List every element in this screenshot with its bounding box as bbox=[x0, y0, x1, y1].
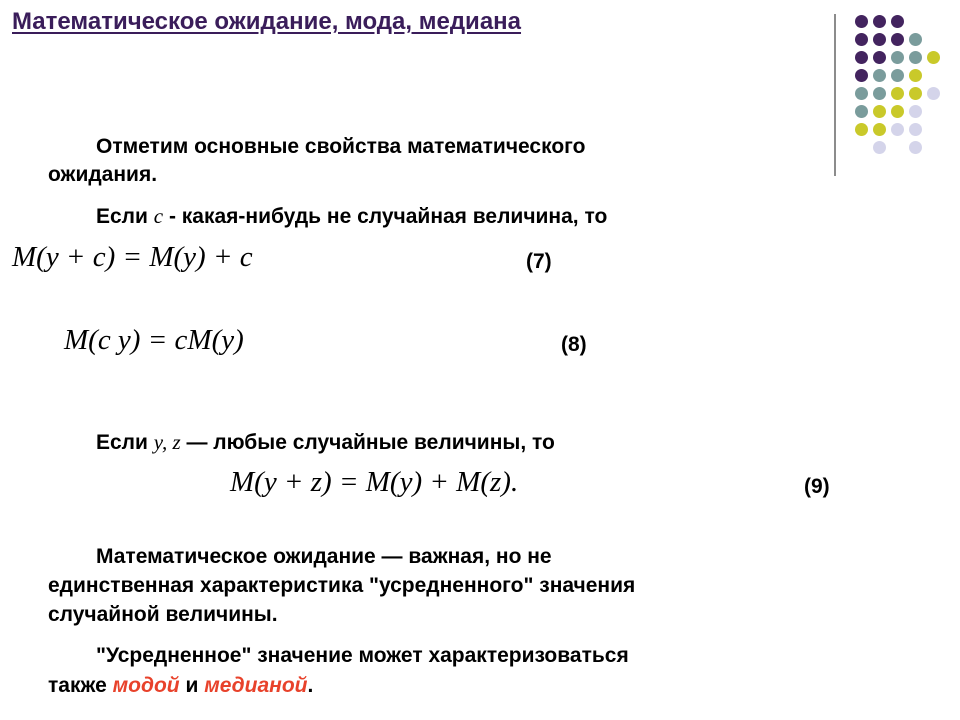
paragraph-line: Отметим основные свойства математического bbox=[96, 135, 586, 158]
paragraph-expectation-note-cont bbox=[48, 573, 635, 598]
decor-dot bbox=[891, 51, 904, 64]
decor-dot bbox=[909, 87, 922, 100]
text-segment: Если bbox=[96, 205, 154, 228]
decor-dot bbox=[891, 15, 904, 28]
decor-dot bbox=[891, 105, 904, 118]
text-segment: — любые случайные величины, то bbox=[180, 431, 555, 454]
decor-dot bbox=[909, 123, 922, 136]
decor-dot bbox=[855, 123, 868, 136]
decor-dot bbox=[873, 141, 886, 154]
text-segment: - какая-нибудь не случайная величина, то bbox=[163, 205, 608, 228]
decor-dot bbox=[873, 69, 886, 82]
decor-dot bbox=[891, 33, 904, 46]
decor-dot bbox=[873, 33, 886, 46]
decor-dot bbox=[891, 123, 904, 136]
equation-number-9: (9) bbox=[804, 475, 830, 498]
paragraph-line: единственная характеристика "усредненного" значения bbox=[48, 574, 636, 597]
decor-dot bbox=[909, 33, 922, 46]
term-median: медианой bbox=[204, 674, 308, 697]
term-mode: модой bbox=[112, 674, 180, 697]
decor-dot bbox=[909, 69, 922, 82]
decor-dot bbox=[873, 15, 886, 28]
decor-dot bbox=[909, 51, 922, 64]
paragraph-line: Математическое ожидание — важная, но не bbox=[96, 545, 552, 568]
decor-dot bbox=[855, 105, 868, 118]
text-segment: Если bbox=[96, 431, 154, 454]
slide-title: Математическое ожидание, мода, медиана bbox=[12, 8, 522, 35]
decor-dot bbox=[855, 33, 868, 46]
decor-dot bbox=[873, 87, 886, 100]
decor-dot bbox=[891, 87, 904, 100]
equation-8: M(c y) = cM(y) bbox=[64, 324, 244, 356]
decor-dot bbox=[909, 105, 922, 118]
decor-dot bbox=[873, 123, 886, 136]
decorative-divider bbox=[834, 14, 836, 176]
text-segment: также bbox=[48, 674, 113, 697]
equation-7: M(y + c) = M(y) + c bbox=[12, 241, 253, 273]
text-segment: и bbox=[179, 674, 205, 697]
variables-y-z: y, z bbox=[153, 430, 181, 454]
paragraph-averaged-value bbox=[96, 643, 629, 668]
decor-dot bbox=[909, 141, 922, 154]
paragraph-random-case bbox=[96, 430, 555, 455]
decor-dot bbox=[855, 51, 868, 64]
equation-number-7: (7) bbox=[526, 250, 552, 273]
paragraph-constant-case bbox=[96, 204, 607, 229]
paragraph-properties-intro bbox=[96, 134, 585, 159]
decor-dot bbox=[873, 105, 886, 118]
variable-c: c bbox=[153, 204, 164, 228]
decor-dot bbox=[891, 69, 904, 82]
decor-dot bbox=[855, 87, 868, 100]
paragraph-line: ожидания. bbox=[48, 163, 158, 186]
paragraph-line: "Усредненное" значение может характеризоваться bbox=[96, 644, 629, 667]
decor-dot bbox=[873, 51, 886, 64]
paragraph-properties-intro-cont bbox=[48, 162, 157, 187]
paragraph-line: случайной величины. bbox=[48, 603, 278, 626]
decor-dot bbox=[927, 87, 940, 100]
equation-9: M(y + z) = M(y) + M(z). bbox=[230, 466, 519, 498]
decor-dot bbox=[855, 69, 868, 82]
text-segment: . bbox=[307, 674, 314, 697]
decor-dot bbox=[855, 15, 868, 28]
paragraph-averaged-value-cont bbox=[48, 673, 313, 698]
equation-number-8: (8) bbox=[561, 333, 587, 356]
decor-dot bbox=[927, 51, 940, 64]
paragraph-expectation-note-cont bbox=[48, 602, 278, 627]
paragraph-expectation-note bbox=[96, 544, 552, 569]
